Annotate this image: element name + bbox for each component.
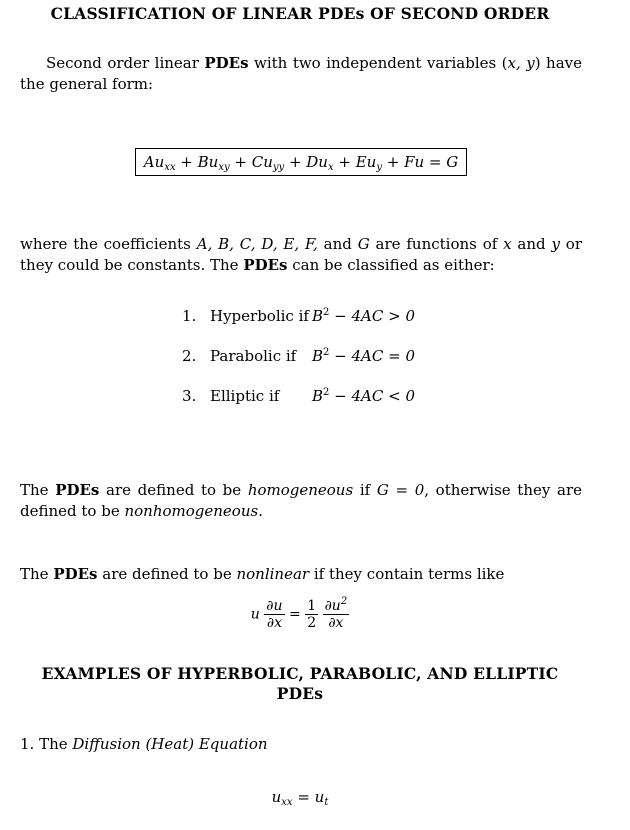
homogeneous-paragraph: The PDEs are defined to be homogeneous if G = 0, otherwise they are defined to be nonhomogeneous. bbox=[20, 481, 582, 520]
class-item-elliptic: 3. Elliptic if $B^2 - 4AC < 0$ bbox=[182, 387, 416, 405]
class-item-hyperbolic: 1. Hyperbolic if $B^2 - 4AC > 0$ bbox=[182, 307, 416, 325]
general-form-equation: $Au_{xx} + Bu_{xy} + Cu_{yy} + Du_x + Eu_y + Fu = G$ bbox=[135, 148, 467, 176]
example-1-heading: 1. The Diffusion (Heat) Equation bbox=[20, 735, 268, 753]
fraction-du-dx: $\frac{\partial u}{\partial x}$ bbox=[266, 598, 283, 631]
class-item-parabolic: 2. Parabolic if $B^2 - 4AC = 0$ bbox=[182, 347, 416, 365]
fraction-one-half: $\frac{1}{2}$ bbox=[307, 598, 317, 631]
intro-paragraph: Second order linear PDEs with two independent variables (x, y) have the general form: bbox=[20, 54, 583, 93]
section-title-classification: CLASSIFICATION OF LINEAR PDEs OF SECOND ORDER bbox=[50, 4, 550, 23]
nonlinear-term-equation: u $\frac{\partial u}{\partial x}$ = $\frac{1}{2}$ $\frac{\partial u^2}{\partial x}$ bbox=[250, 596, 348, 631]
section-title-examples: EXAMPLES OF HYPERBOLIC, PARABOLIC, AND ELLIPTIC PDEs bbox=[41, 664, 559, 703]
coefficients-paragraph: where the coefficients A, B, C, D, E, F, and G are functions of x and y or they could be constants. The PDEs can be classified as either: bbox=[20, 235, 583, 274]
nonlinear-paragraph: The PDEs are defined to be nonlinear if they contain terms like bbox=[20, 565, 505, 583]
fraction-du2-dx: $\frac{\partial u^2}{\partial x}$ bbox=[324, 596, 348, 631]
diffusion-equation: $u_{xx} = u_t$ bbox=[271, 788, 329, 808]
